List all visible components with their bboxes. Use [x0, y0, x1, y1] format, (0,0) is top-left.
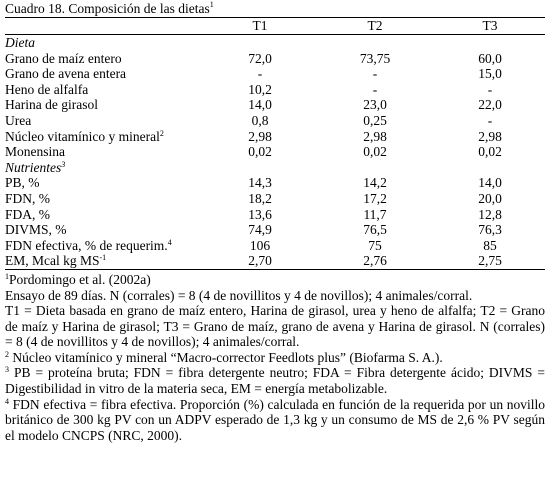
footnote-2: [5, 350, 545, 366]
value-cell-t1: -: [257, 66, 263, 82]
footnote-treatments: T1 = Dieta basada en grano de maíz entero, Harina de girasol, urea y heno de alfalfa; T2 = Grano de maíz y Harina de girasol; T3 = Grano de maíz, grano de avena y Harina de girasol. N (corrales) = 8 (4 de novillitos y 4 de novillos); 4 animales/corral.: [5, 303, 545, 350]
footnote-4-mark: 4: [5, 396, 9, 406]
row-label: [5, 191, 205, 207]
value-cell-t1: 2,98: [248, 128, 272, 144]
row-label-text: FDA, %: [5, 206, 51, 222]
table-footnotes: [5, 272, 545, 444]
row-label-text: FDN efectiva, % de requerim.: [5, 237, 168, 253]
row-label-text: Monensina: [5, 144, 65, 160]
row-label-text: Harina de girasol: [5, 97, 98, 113]
section-title: [5, 160, 545, 176]
row-label-text: Núcleo vitamínico y mineral: [5, 128, 160, 144]
value-cell-t1: 106: [249, 237, 271, 253]
section-footnote-mark: 3: [61, 159, 66, 169]
table-row: [5, 51, 545, 67]
footnote-1-mark: 1: [5, 271, 9, 281]
footnote-1-text: Pordomingo et al. (2002a): [9, 271, 151, 287]
value-cell-t3: -: [487, 81, 493, 97]
value-cell-t2: 11,7: [363, 206, 387, 222]
row-label-text: Urea: [5, 112, 32, 128]
value-cell-t3: 12,8: [478, 206, 502, 222]
row-label: [5, 82, 205, 98]
section-title-text: Nutrientes: [5, 159, 62, 175]
table-row: [5, 175, 545, 191]
row-label-text: EM, Mcal kg MS: [5, 253, 100, 269]
row-label-superscript: -1: [99, 253, 107, 263]
value-cell-t3: 0,02: [478, 144, 502, 160]
diet-composition-table: [5, 17, 545, 270]
caption-footnote-mark: 1: [209, 0, 214, 9]
value-cell-t1: 13,6: [248, 206, 272, 222]
row-label-text: Grano de avena entera: [5, 66, 127, 82]
value-cell-t3: 2,98: [478, 128, 502, 144]
value-cell-t2: 75: [368, 237, 382, 253]
row-label: [5, 51, 205, 67]
section-row: [5, 35, 545, 51]
row-label-superscript: 4: [167, 237, 172, 247]
value-cell-t1: 18,2: [248, 190, 272, 206]
row-label-text: DIVMS, %: [5, 222, 67, 238]
table-row: [5, 97, 545, 113]
row-label: [5, 253, 205, 269]
row-label: [5, 222, 205, 238]
value-cell-t2: 0,02: [363, 144, 387, 160]
section-title: [5, 35, 545, 51]
value-cell-t2: 73,75: [359, 50, 391, 66]
value-cell-t3: 85: [483, 237, 497, 253]
header-t1: T1: [205, 18, 315, 35]
value-cell-t3: 14,0: [478, 175, 502, 191]
header-t3: T3: [435, 18, 545, 35]
section-row: [5, 160, 545, 176]
row-label-superscript: 2: [159, 128, 164, 138]
table-body: [5, 35, 545, 270]
row-label: [5, 175, 205, 191]
value-cell-t2: 17,2: [363, 190, 387, 206]
value-cell-t2: -: [372, 81, 378, 97]
row-label: [5, 207, 205, 223]
value-cell-t1: 2,70: [205, 253, 315, 269]
footnote-ensayo: Ensayo de 89 días. N (corrales) = 8 (4 de novillitos y 4 de novillos); 4 animales/corral.: [5, 287, 473, 303]
row-label: [5, 97, 205, 113]
footnote-1: [5, 272, 545, 288]
section-title-text: Dieta: [5, 35, 35, 50]
value-cell-t2: 2,76: [315, 253, 435, 269]
value-cell-t1: 74,9: [248, 222, 272, 238]
row-label: [5, 113, 205, 129]
row-label: [5, 66, 205, 82]
row-label-text: Heno de alfalfa: [5, 81, 89, 97]
value-cell-t2: 23,0: [363, 97, 387, 113]
caption-text: Cuadro 18. Composición de las dietas: [5, 1, 210, 16]
table-row: [5, 129, 545, 145]
value-cell-t1: 14,3: [248, 175, 272, 191]
footnote-4-text: FDN efectiva = fibra efectiva. Proporción (%) calculada en función de la requerida por un novillo británico de 300 kg PV con un ADPV esperado de 1,3 kg y un consumo de MS de 2,6 % PV según el modelo CNCPS (NRC, 2000).: [5, 396, 545, 443]
footnote-2-text: Núcleo vitamínico y mineral “Macro-corrector Feedlots plus” (Biofarma S. A.).: [12, 349, 443, 365]
table-row: [5, 238, 545, 254]
row-label: [5, 129, 205, 145]
table-row: [5, 113, 545, 129]
footnote-4: [5, 397, 545, 444]
value-cell-t1: 14,0: [248, 97, 272, 113]
footnote-3-mark: 3: [5, 365, 9, 375]
value-cell-t2: 76,5: [363, 222, 387, 238]
value-cell-t3: 22,0: [478, 97, 502, 113]
table-row: [5, 82, 545, 98]
header-empty-cell: [5, 18, 205, 35]
header-t2: T2: [315, 18, 435, 35]
value-cell-t1: 0,8: [251, 112, 269, 128]
row-label-text: PB, %: [5, 175, 40, 191]
value-cell-t3: 60,0: [478, 50, 502, 66]
value-cell-t3: 15,0: [478, 66, 502, 82]
footnote-3: [5, 365, 545, 396]
document-page: [5, 0, 550, 443]
footnote-3-text: PB = proteína bruta; FDN = fibra detergente neutro; FDA = Fibra detergente ácido; DIVMS = Digestibilidad in vitro de la materia seca, EM = energía metabolizable.: [5, 365, 546, 397]
value-cell-t3: -: [487, 112, 493, 128]
value-cell-t1: 10,2: [248, 81, 272, 97]
value-cell-t2: -: [372, 66, 378, 82]
value-cell-t2: 14,2: [363, 175, 387, 191]
table-row: [5, 253, 545, 269]
table-caption: [5, 1, 550, 17]
value-cell-t3: 76,3: [478, 222, 502, 238]
value-cell-t1: 0,02: [248, 144, 272, 160]
row-label-text: FDN, %: [5, 190, 51, 206]
value-cell-t3: 2,75: [435, 253, 545, 269]
row-label: [5, 144, 205, 160]
table-row: [5, 222, 545, 238]
table-row: [5, 66, 545, 82]
table-row: [5, 144, 545, 160]
row-label: [5, 238, 205, 254]
footnote-2-mark: 2: [5, 349, 9, 359]
value-cell-t2: 0,25: [363, 112, 387, 128]
value-cell-t1: 72,0: [248, 50, 272, 66]
table-header-row: [5, 18, 545, 35]
table-row: [5, 207, 545, 223]
table-row: [5, 191, 545, 207]
value-cell-t2: 2,98: [363, 128, 387, 144]
value-cell-t3: 20,0: [478, 190, 502, 206]
row-label-text: Grano de maíz entero: [5, 50, 122, 66]
